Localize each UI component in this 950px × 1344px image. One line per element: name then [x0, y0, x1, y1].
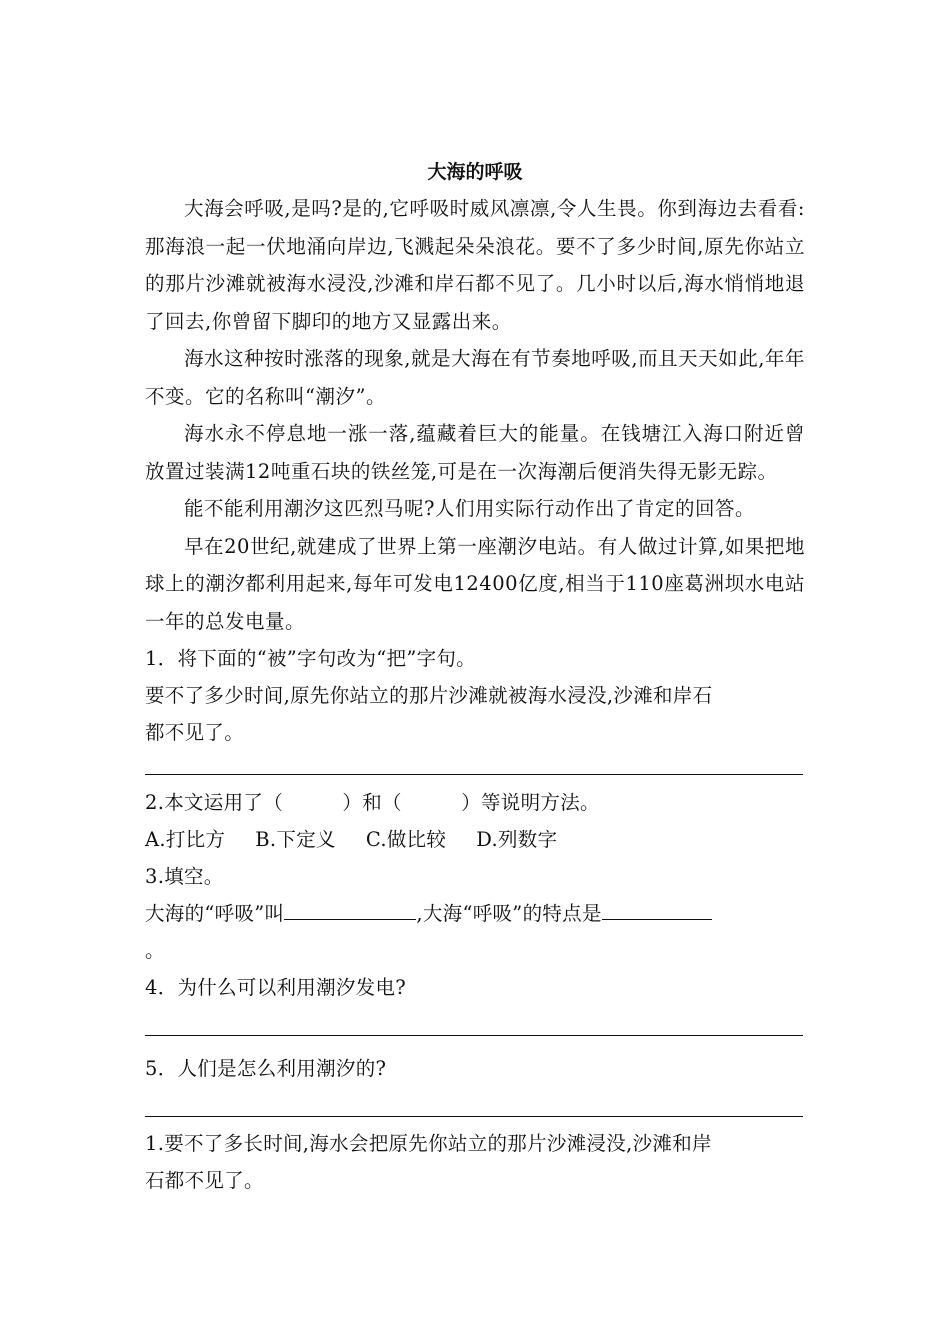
question-1-title: 1．将下面的“被”字句改为“把”字句。 — [145, 647, 476, 670]
option-a[interactable]: A.打比方 — [145, 828, 226, 851]
question-3-part-2: ,大海“呼吸”的特点是 — [416, 902, 602, 925]
passage-paragraph-1: 大海会呼吸,是吗?是的,它呼吸时威风凛凛,令人生畏。你到海边去看看:那海浪一起一伏地涌向岸边,飞溅起朵朵浪花。要不了多少时间,原先你站立的那片沙滩就被海水浸没,沙滩和岸石都不见了。几小时以后,海水悄悄地退了回去,你曾留下脚印的地方又显露出来。 — [145, 197, 805, 333]
question-3-fill-line — [145, 895, 805, 932]
passage-title: 大海的呼吸 — [427, 161, 523, 183]
option-d[interactable]: D.列数字 — [476, 828, 558, 851]
question-3-blank-2[interactable] — [602, 897, 712, 920]
question-2-title: 2.本文运用了（ ）和（ ）等说明方法。 — [145, 791, 600, 814]
question-2-options — [145, 821, 805, 858]
question-3-blank-1[interactable] — [284, 897, 416, 920]
worksheet-page — [145, 158, 805, 1199]
question-4-title: 4．为什么可以利用潮汐发电? — [145, 976, 407, 999]
option-c[interactable]: C.做比较 — [365, 828, 447, 851]
passage-paragraph-2: 海水这种按时涨落的现象,就是大海在有节奏地呼吸,而且天天如此,年年不变。它的名称叫“潮汐”。 — [145, 347, 805, 408]
question-3-end: 。 — [145, 939, 165, 962]
answer-1-line-1: 1.要不了多长时间,海水会把原先你站立的那片沙滩浸没,沙滩和岸 — [145, 1132, 712, 1155]
question-1-sentence-line-2: 都不见了。 — [145, 721, 245, 744]
question-1-sentence-line-1: 要不了多少时间,原先你站立的那片沙滩就被海水浸没,沙滩和岸石 — [145, 684, 713, 707]
passage-paragraph-5: 早在20世纪,就建成了世界上第一座潮汐电站。有人做过计算,如果把地球上的潮汐都利用起来,每年可发电12400亿度,相当于110座葛洲坝水电站一年的总发电量。 — [145, 534, 805, 633]
passage-paragraph-3: 海水永不停息地一涨一落,蕴藏着巨大的能量。在钱塘江入海口附近曾放置过装满12吨重石块的铁丝笼,可是在一次海潮后便消失得无影无踪。 — [145, 422, 805, 483]
option-b[interactable]: B.下定义 — [255, 828, 336, 851]
question-5-title: 5．人们是怎么利用潮汐的? — [145, 1057, 387, 1080]
question-3-part-1: 大海的“呼吸”叫 — [145, 902, 285, 925]
answer-1-line-2: 石都不见了。 — [145, 1169, 264, 1192]
passage-paragraph-4: 能不能利用潮汐这匹烈马呢?人们用实际行动作出了肯定的回答。 — [184, 497, 755, 520]
question-3-title: 3.填空。 — [145, 865, 224, 888]
